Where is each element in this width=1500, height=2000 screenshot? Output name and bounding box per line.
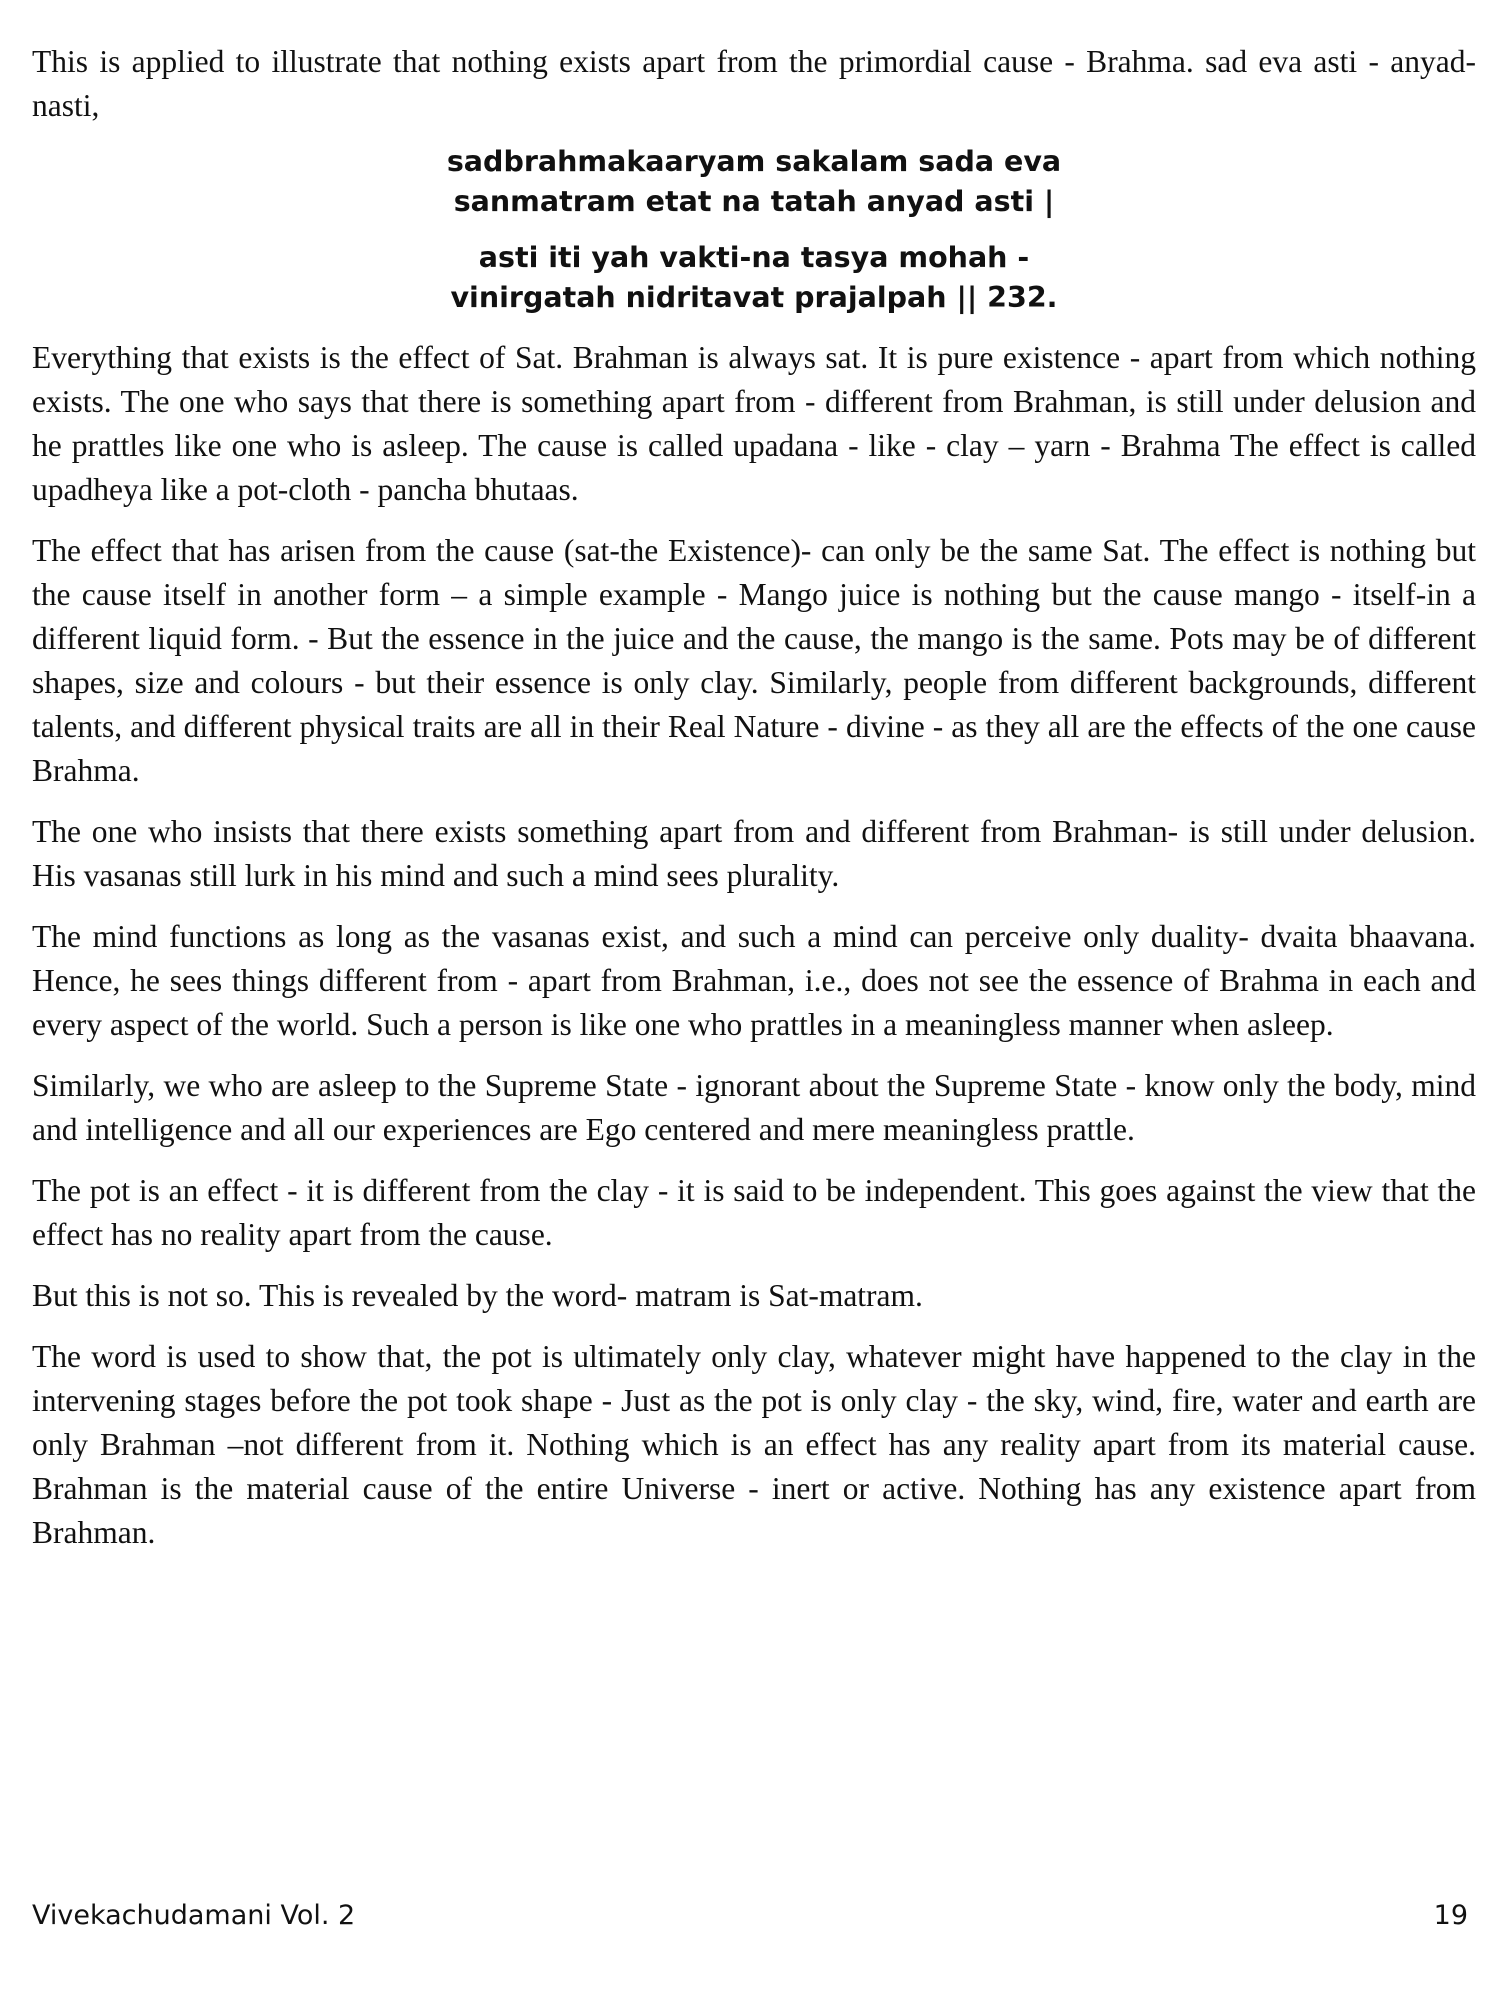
paragraph: But this is not so. This is revealed by the word- matram is Sat-matram. bbox=[32, 1278, 923, 1313]
verse-stanza-2 bbox=[32, 238, 1476, 318]
verse-line: vinirgatah nidritavat prajalpah || 232. bbox=[450, 281, 1058, 314]
verse-stanza-1 bbox=[32, 142, 1476, 222]
paragraph: Similarly, we who are asleep to the Supreme State - ignorant about the Supreme State - know only the body, mind and intelligence and all our experiences are Ego centered and mere meaningless prattle. bbox=[32, 1068, 1476, 1147]
paragraph: The word is used to show that, the pot is ultimately only clay, whatever might have happened to the clay in the intervening stages before the pot took shape - Just as the pot is only clay - the sky, wind, fire, water and earth are only Brahman –not different from it. Nothing which is an effect has any reality apart from its material cause. Brahman is the material cause of the entire Universe - inert or active. Nothing has any existence apart from Brahman. bbox=[32, 1339, 1476, 1550]
paragraph: The one who insists that there exists something apart from and different from Brahman- is still under delusion. His vasanas still lurk in his mind and such a mind sees plurality. bbox=[32, 814, 1476, 893]
paragraph: The pot is an effect - it is different from the clay - it is said to be independent. This goes against the view that the effect has no reality apart from the cause. bbox=[32, 1173, 1476, 1252]
verse-line: asti iti yah vakti-na tasya mohah - bbox=[478, 241, 1030, 274]
paragraph: The mind functions as long as the vasanas exist, and such a mind can perceive only duality- dvaita bhaavana. Hence, he sees things different from - apart from Brahman, i.e., does not see the essence of Brahma in each and every aspect of the world. Such a person is like one who prattles in a meaningless manner when asleep. bbox=[32, 919, 1476, 1042]
verse-line: sadbrahmakaaryam sakalam sada eva bbox=[446, 145, 1062, 178]
verse-line: sanmatram etat na tatah anyad asti | bbox=[453, 185, 1055, 218]
page-number: 19 bbox=[1433, 1900, 1468, 1931]
intro-paragraph: This is applied to illustrate that nothing exists apart from the primordial cause - Brahma. sad eva asti - anyad-nasti, bbox=[32, 44, 1476, 123]
paragraph: Everything that exists is the effect of Sat. Brahman is always sat. It is pure existence - apart from which nothing exists. The one who says that there is something apart from - different from Brahman, is still under delusion and he prattles like one who is asleep. The cause is called upadana - like - clay – yarn - Brahma The effect is called upadheya like a pot-cloth - pancha bhutaas. bbox=[32, 340, 1476, 507]
paragraph: The effect that has arisen from the cause (sat-the Existence)- can only be the same Sat. The effect is nothing but the cause itself in another form – a simple example - Mango juice is nothing but the cause mango - itself-in a different liquid form. - But the essence in the juice and the cause, the mango is the same. Pots may be of different shapes, size and colours - but their essence is only clay. Similarly, people from different backgrounds, different talents, and different physical traits are all in their Real Nature - divine - as they all are the effects of the one cause Brahma. bbox=[32, 533, 1476, 788]
page-body bbox=[32, 40, 1476, 1572]
book-title: Vivekachudamani Vol. 2 bbox=[32, 1900, 356, 1931]
